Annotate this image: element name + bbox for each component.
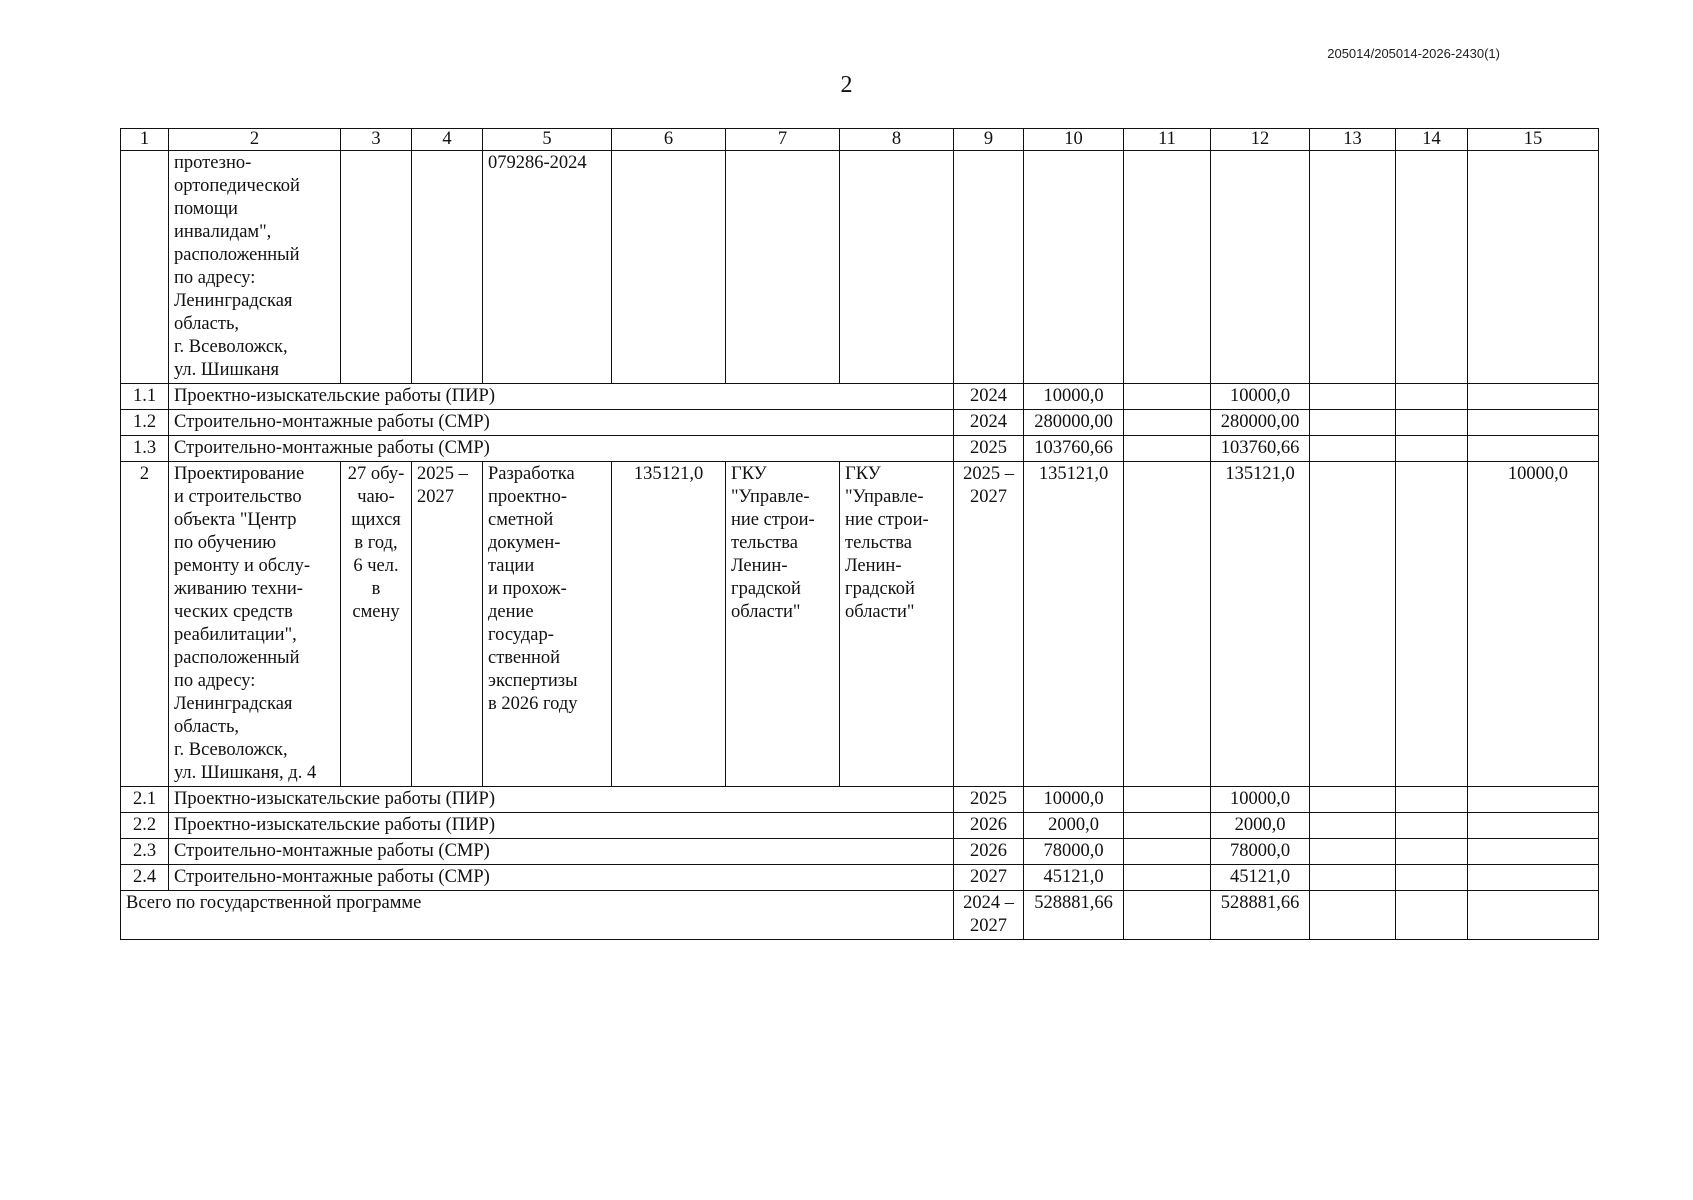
table-row: [121, 813, 1599, 839]
customer-cell: ГКУ "Управле- ние строи- тельства Ленин- градской области": [726, 462, 840, 787]
header-cell: 3: [341, 129, 412, 151]
table-cell: [1396, 891, 1468, 940]
value-cell: 280000,00: [1211, 410, 1310, 436]
value-cell: 135121,0: [612, 462, 726, 787]
developer-cell: ГКУ "Управле- ние строи- тельства Ленин- градской области": [840, 462, 954, 787]
total-row: [121, 891, 1599, 940]
year-cell: 2025: [954, 436, 1024, 462]
value-cell: 78000,0: [1211, 839, 1310, 865]
table-cell: [1396, 384, 1468, 410]
work-name: Проектно-изыскательские работы (ПИР): [169, 813, 954, 839]
table-cell: [1396, 787, 1468, 813]
page-number: 2: [840, 72, 853, 98]
table-row: [121, 865, 1599, 891]
header-cell: 2: [169, 129, 341, 151]
header-cell: 12: [1211, 129, 1310, 151]
table-cell: [1124, 410, 1211, 436]
work-name: Проектно-изыскательские работы (ПИР): [169, 384, 954, 410]
value-cell: 135121,0: [1211, 462, 1310, 787]
table-cell: [121, 151, 169, 384]
year-cell: 2024 – 2027: [954, 891, 1024, 940]
table-cell: [1310, 891, 1396, 940]
table-cell: [1310, 436, 1396, 462]
table-cell: [1396, 865, 1468, 891]
value-cell: 45121,0: [1211, 865, 1310, 891]
table-cell: [1310, 410, 1396, 436]
table-cell: [1468, 839, 1599, 865]
table-cell: [1124, 436, 1211, 462]
table-row: [121, 151, 1599, 384]
table-cell: [1310, 462, 1396, 787]
header-cell: 6: [612, 129, 726, 151]
table-cell: [1124, 813, 1211, 839]
table-cell: [1468, 813, 1599, 839]
header-cell: 15: [1468, 129, 1599, 151]
table-cell: [1396, 839, 1468, 865]
year-cell: 2024: [954, 410, 1024, 436]
value-cell: 135121,0: [1024, 462, 1124, 787]
year-cell: 2025: [954, 787, 1024, 813]
table-cell: [412, 151, 483, 384]
period-cell: 2025 – 2027: [412, 462, 483, 787]
program-table: [120, 128, 1599, 940]
table-cell: [954, 151, 1024, 384]
value-cell: 103760,66: [1024, 436, 1124, 462]
value-cell: 10000,0: [1211, 787, 1310, 813]
object-name-cell: Проектирование и строительство объекта "Центр по обучению ремонту и обслу- живанию техни- ческих средств реабилитации", расположенный по адресу: Ленинградская область, г. Всеволожск, ул. Шишканя, д. 4: [169, 462, 341, 787]
table-cell: [1310, 839, 1396, 865]
header-cell: 14: [1396, 129, 1468, 151]
table-cell: [1396, 151, 1468, 384]
header-cell: 8: [840, 129, 954, 151]
value-cell: 528881,66: [1211, 891, 1310, 940]
row-number: 1.1: [121, 384, 169, 410]
table-cell: [1124, 384, 1211, 410]
table-cell: [1310, 151, 1396, 384]
value-cell: 78000,0: [1024, 839, 1124, 865]
value-cell: 10000,0: [1024, 787, 1124, 813]
object-name-cell: протезно- ортопедической помощи инвалидам", расположенный по адресу: Ленинградская область, г. Всеволожск, ул. Шишканя: [169, 151, 341, 384]
document-code: 205014/205014-2026-2430(1): [1327, 46, 1500, 61]
table-cell: [1396, 813, 1468, 839]
capacity-cell: 27 обу- чаю- щихся в год, 6 чел. в смену: [341, 462, 412, 787]
year-cell: 2024: [954, 384, 1024, 410]
work-name: Строительно-монтажные работы (СМР): [169, 410, 954, 436]
table-cell: 079286-2024: [483, 151, 612, 384]
header-cell: 1: [121, 129, 169, 151]
row-number: 1.3: [121, 436, 169, 462]
value-cell: 2000,0: [1024, 813, 1124, 839]
table-row: [121, 410, 1599, 436]
table-row: [121, 384, 1599, 410]
table-cell: [1310, 384, 1396, 410]
table-row: [121, 436, 1599, 462]
row-number: 2.3: [121, 839, 169, 865]
row-number: 1.2: [121, 410, 169, 436]
header-cell: 11: [1124, 129, 1211, 151]
value-cell: 528881,66: [1024, 891, 1124, 940]
table-cell: [1124, 151, 1211, 384]
row-number: 2.2: [121, 813, 169, 839]
value-cell: 2000,0: [1211, 813, 1310, 839]
value-cell: 280000,00: [1024, 410, 1124, 436]
table-cell: [1211, 151, 1310, 384]
table-cell: [1468, 787, 1599, 813]
table-cell: [726, 151, 840, 384]
table-cell: [1124, 462, 1211, 787]
header-cell: 5: [483, 129, 612, 151]
total-label: Всего по государственной программе: [121, 891, 954, 940]
table-cell: [1124, 891, 1211, 940]
value-cell: 10000,0: [1024, 384, 1124, 410]
row-number: 2.4: [121, 865, 169, 891]
table-cell: [1468, 865, 1599, 891]
table-row: [121, 787, 1599, 813]
documentation-cell: Разработка проектно- сметной докумен- тации и прохож- дение государ- ственной экспертизы в 2026 году: [483, 462, 612, 787]
header-cell: 4: [412, 129, 483, 151]
value-cell: 10000,0: [1468, 462, 1599, 787]
table-cell: [1396, 436, 1468, 462]
table-cell: [1468, 410, 1599, 436]
table-cell: [612, 151, 726, 384]
table-cell: [1310, 787, 1396, 813]
header-cell: 7: [726, 129, 840, 151]
row-number: 2: [121, 462, 169, 787]
header-cell: 10: [1024, 129, 1124, 151]
year-cell: 2027: [954, 865, 1024, 891]
table-cell: [1468, 151, 1599, 384]
year-cell: 2025 – 2027: [954, 462, 1024, 787]
table-cell: [1468, 436, 1599, 462]
table-cell: [1396, 462, 1468, 787]
row-number: 2.1: [121, 787, 169, 813]
table-cell: [1024, 151, 1124, 384]
table-cell: [1396, 410, 1468, 436]
table-cell: [1468, 384, 1599, 410]
table-cell: [341, 151, 412, 384]
table-row: [121, 462, 1599, 787]
value-cell: 10000,0: [1211, 384, 1310, 410]
table-cell: [1124, 787, 1211, 813]
value-cell: 103760,66: [1211, 436, 1310, 462]
table-cell: [840, 151, 954, 384]
header-row: [121, 129, 1599, 151]
work-name: Строительно-монтажные работы (СМР): [169, 436, 954, 462]
year-cell: 2026: [954, 813, 1024, 839]
work-name: Строительно-монтажные работы (СМР): [169, 839, 954, 865]
table-cell: [1124, 839, 1211, 865]
header-cell: 9: [954, 129, 1024, 151]
table-cell: [1124, 865, 1211, 891]
header-cell: 13: [1310, 129, 1396, 151]
table-cell: [1310, 813, 1396, 839]
table-cell: [1468, 891, 1599, 940]
work-name: Проектно-изыскательские работы (ПИР): [169, 787, 954, 813]
table-cell: [1310, 865, 1396, 891]
value-cell: 45121,0: [1024, 865, 1124, 891]
work-name: Строительно-монтажные работы (СМР): [169, 865, 954, 891]
table-row: [121, 839, 1599, 865]
year-cell: 2026: [954, 839, 1024, 865]
